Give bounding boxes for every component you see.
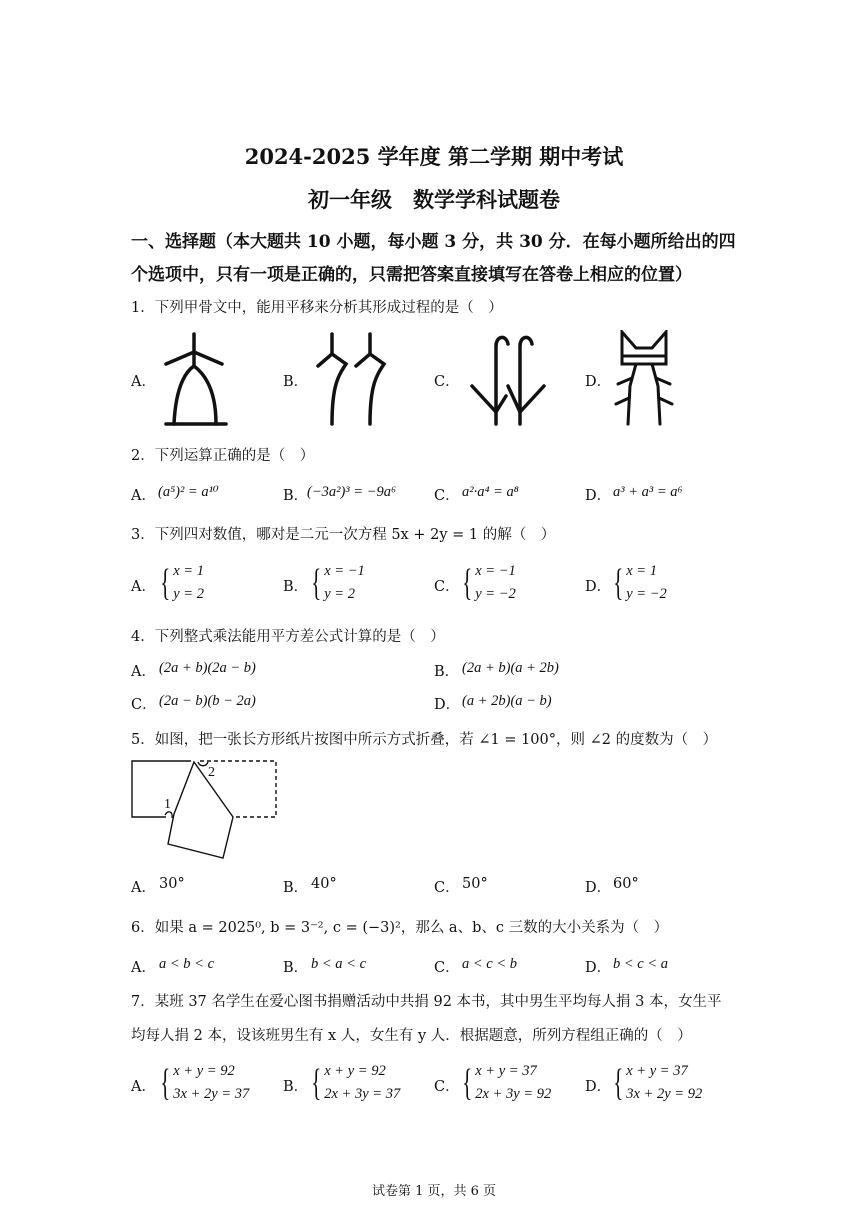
section-heading-cont: 个选项中，只有一项是正确的，只需把答案直接填写在答卷上相应的位置） bbox=[131, 265, 692, 285]
q2-option-c: a²·a⁴ = a⁸ bbox=[462, 484, 519, 500]
q6-option-c: a < c < b bbox=[462, 956, 518, 972]
q3-d-eq2: y = −2 bbox=[626, 586, 667, 602]
q7-option-d bbox=[605, 1060, 702, 1106]
q7-c-eq2: 2x + 3y = 92 bbox=[475, 1086, 552, 1102]
exam-subtitle: 初一年级 数学学科试题卷 bbox=[308, 187, 560, 212]
q3-b-eq2: y = 2 bbox=[324, 586, 355, 602]
q4-label-b: B． bbox=[434, 664, 460, 680]
q5-option-a: 30° bbox=[159, 876, 185, 892]
q3-c-eq2: y = −2 bbox=[475, 586, 516, 602]
q3-option-d bbox=[605, 560, 667, 606]
oracle-glyph-a bbox=[160, 330, 230, 428]
brace-icon: { bbox=[311, 1062, 322, 1104]
q6-label-d: D． bbox=[585, 960, 612, 976]
q7-label-b: B． bbox=[283, 1079, 309, 1095]
brace-icon: { bbox=[462, 1062, 473, 1104]
q6-label-b: B． bbox=[283, 960, 309, 976]
q5-label-a: A． bbox=[131, 880, 156, 896]
q2-option-b: (−3a²)³ = −9a⁶ bbox=[307, 484, 396, 500]
q2-label-b: B． bbox=[283, 488, 309, 504]
q4-option-b: (2a + b)(a + 2b) bbox=[462, 660, 559, 676]
q6-option-a: a < b < c bbox=[159, 956, 215, 972]
q4-option-c: (2a − b)(b − 2a) bbox=[159, 693, 256, 709]
q3-label-a: A． bbox=[131, 579, 156, 595]
q3-a-eq1: x = 1 bbox=[173, 563, 204, 579]
q1-label-d: D． bbox=[585, 374, 612, 390]
q7-b-eq1: x + y = 92 bbox=[324, 1063, 386, 1079]
q5-label-d: D． bbox=[585, 880, 612, 896]
q7-d-eq1: x + y = 37 bbox=[626, 1063, 688, 1079]
q4-label-d: D． bbox=[434, 697, 461, 713]
q5-option-d: 60° bbox=[613, 876, 639, 892]
q7-b-eq2: 2x + 3y = 37 bbox=[324, 1086, 401, 1102]
q7-label-c: C． bbox=[434, 1079, 460, 1095]
brace-icon: { bbox=[462, 562, 473, 604]
q1-label-b: B． bbox=[283, 374, 309, 390]
q6-option-d: b < c < a bbox=[613, 956, 669, 972]
q5-option-c: 50° bbox=[462, 876, 488, 892]
q3-option-c bbox=[454, 560, 516, 606]
q6-option-b: b < a < c bbox=[311, 956, 367, 972]
exam-title: 2024-2025 学年度 第二学期 期中考试 bbox=[244, 144, 624, 169]
question-3-stem: 3．下列四对数值，哪对是二元一次方程 5x + 2y = 1 的解（ ） bbox=[131, 527, 556, 543]
q5-label-b: B． bbox=[283, 880, 309, 896]
folding-figure bbox=[128, 756, 280, 864]
q5-label-c: C． bbox=[434, 880, 460, 896]
q2-option-a: (a⁵)² = a¹⁰ bbox=[158, 484, 219, 500]
q4-label-c: C． bbox=[131, 697, 157, 713]
oracle-glyph-c bbox=[466, 330, 550, 428]
q1-label-c: C． bbox=[434, 374, 460, 390]
angle-2-label: 2 bbox=[208, 765, 215, 780]
question-7-stem: 7．某班 37 名学生在爱心图书捐赠活动中共捐 92 本书，其中男生平均每人捐 3 本，女生平 bbox=[131, 994, 722, 1010]
brace-icon: { bbox=[613, 562, 624, 604]
q1-label-a: A． bbox=[131, 374, 156, 390]
q7-option-b bbox=[303, 1060, 400, 1106]
q3-label-b: B． bbox=[283, 579, 309, 595]
brace-icon: { bbox=[160, 1062, 171, 1104]
q3-label-c: C． bbox=[434, 579, 460, 595]
q3-option-a bbox=[152, 560, 204, 606]
q7-label-a: A． bbox=[131, 1079, 156, 1095]
q3-b-eq1: x = −1 bbox=[324, 563, 365, 579]
q6-label-a: A． bbox=[131, 960, 156, 976]
q2-option-d: a³ + a³ = a⁶ bbox=[613, 484, 683, 500]
q7-a-eq1: x + y = 92 bbox=[173, 1063, 235, 1079]
brace-icon: { bbox=[613, 1062, 624, 1104]
page-footer: 试卷第 1 页，共 6 页 bbox=[371, 1184, 497, 1199]
q3-c-eq1: x = −1 bbox=[475, 563, 516, 579]
question-2-stem: 2．下列运算正确的是（ ） bbox=[131, 448, 315, 464]
q4-option-a: (2a + b)(2a − b) bbox=[159, 660, 256, 676]
angle-1-label: 1 bbox=[164, 797, 171, 812]
question-6-stem: 6．如果 a = 2025⁰, b = 3⁻², c = (−3)²，那么 a、b、c 三数的大小关系为（ ） bbox=[131, 920, 669, 936]
q7-d-eq2: 3x + 2y = 92 bbox=[626, 1086, 703, 1102]
question-5-stem: 5．如图，把一张长方形纸片按图中所示方式折叠，若 ∠1 = 100°，则 ∠2 的度数为（ ） bbox=[131, 732, 718, 748]
oracle-glyph-d bbox=[612, 330, 676, 428]
section-heading: 一、选择题（本大题共 10 小题，每小题 3 分，共 30 分．在每小题所给出的四 bbox=[131, 232, 736, 252]
q7-c-eq1: x + y = 37 bbox=[475, 1063, 537, 1079]
q4-option-d: (a + 2b)(a − b) bbox=[462, 693, 552, 709]
q3-label-d: D． bbox=[585, 579, 612, 595]
q7-option-a bbox=[152, 1060, 249, 1106]
q2-label-c: C． bbox=[434, 488, 460, 504]
oracle-glyph-b bbox=[310, 330, 390, 428]
question-1-stem: 1．下列甲骨文中，能用平移来分析其形成过程的是（ ） bbox=[131, 300, 503, 316]
q6-label-c: C． bbox=[434, 960, 460, 976]
q5-option-b: 40° bbox=[311, 876, 337, 892]
q2-label-d: D． bbox=[585, 488, 612, 504]
q7-a-eq2: 3x + 2y = 37 bbox=[173, 1086, 250, 1102]
q7-option-c bbox=[454, 1060, 551, 1106]
brace-icon: { bbox=[311, 562, 322, 604]
q7-label-d: D． bbox=[585, 1079, 612, 1095]
q3-a-eq2: y = 2 bbox=[173, 586, 204, 602]
q2-label-a: A． bbox=[131, 488, 156, 504]
q3-d-eq1: x = 1 bbox=[626, 563, 657, 579]
q3-option-b bbox=[303, 560, 365, 606]
brace-icon: { bbox=[160, 562, 171, 604]
question-7-stem-cont: 均每人捐 2 本，设该班男生有 x 人，女生有 y 人．根据题意，所列方程组正确的（ ） bbox=[131, 1028, 692, 1044]
question-4-stem: 4．下列整式乘法能用平方差公式计算的是（ ） bbox=[131, 629, 445, 645]
q4-label-a: A． bbox=[131, 664, 156, 680]
